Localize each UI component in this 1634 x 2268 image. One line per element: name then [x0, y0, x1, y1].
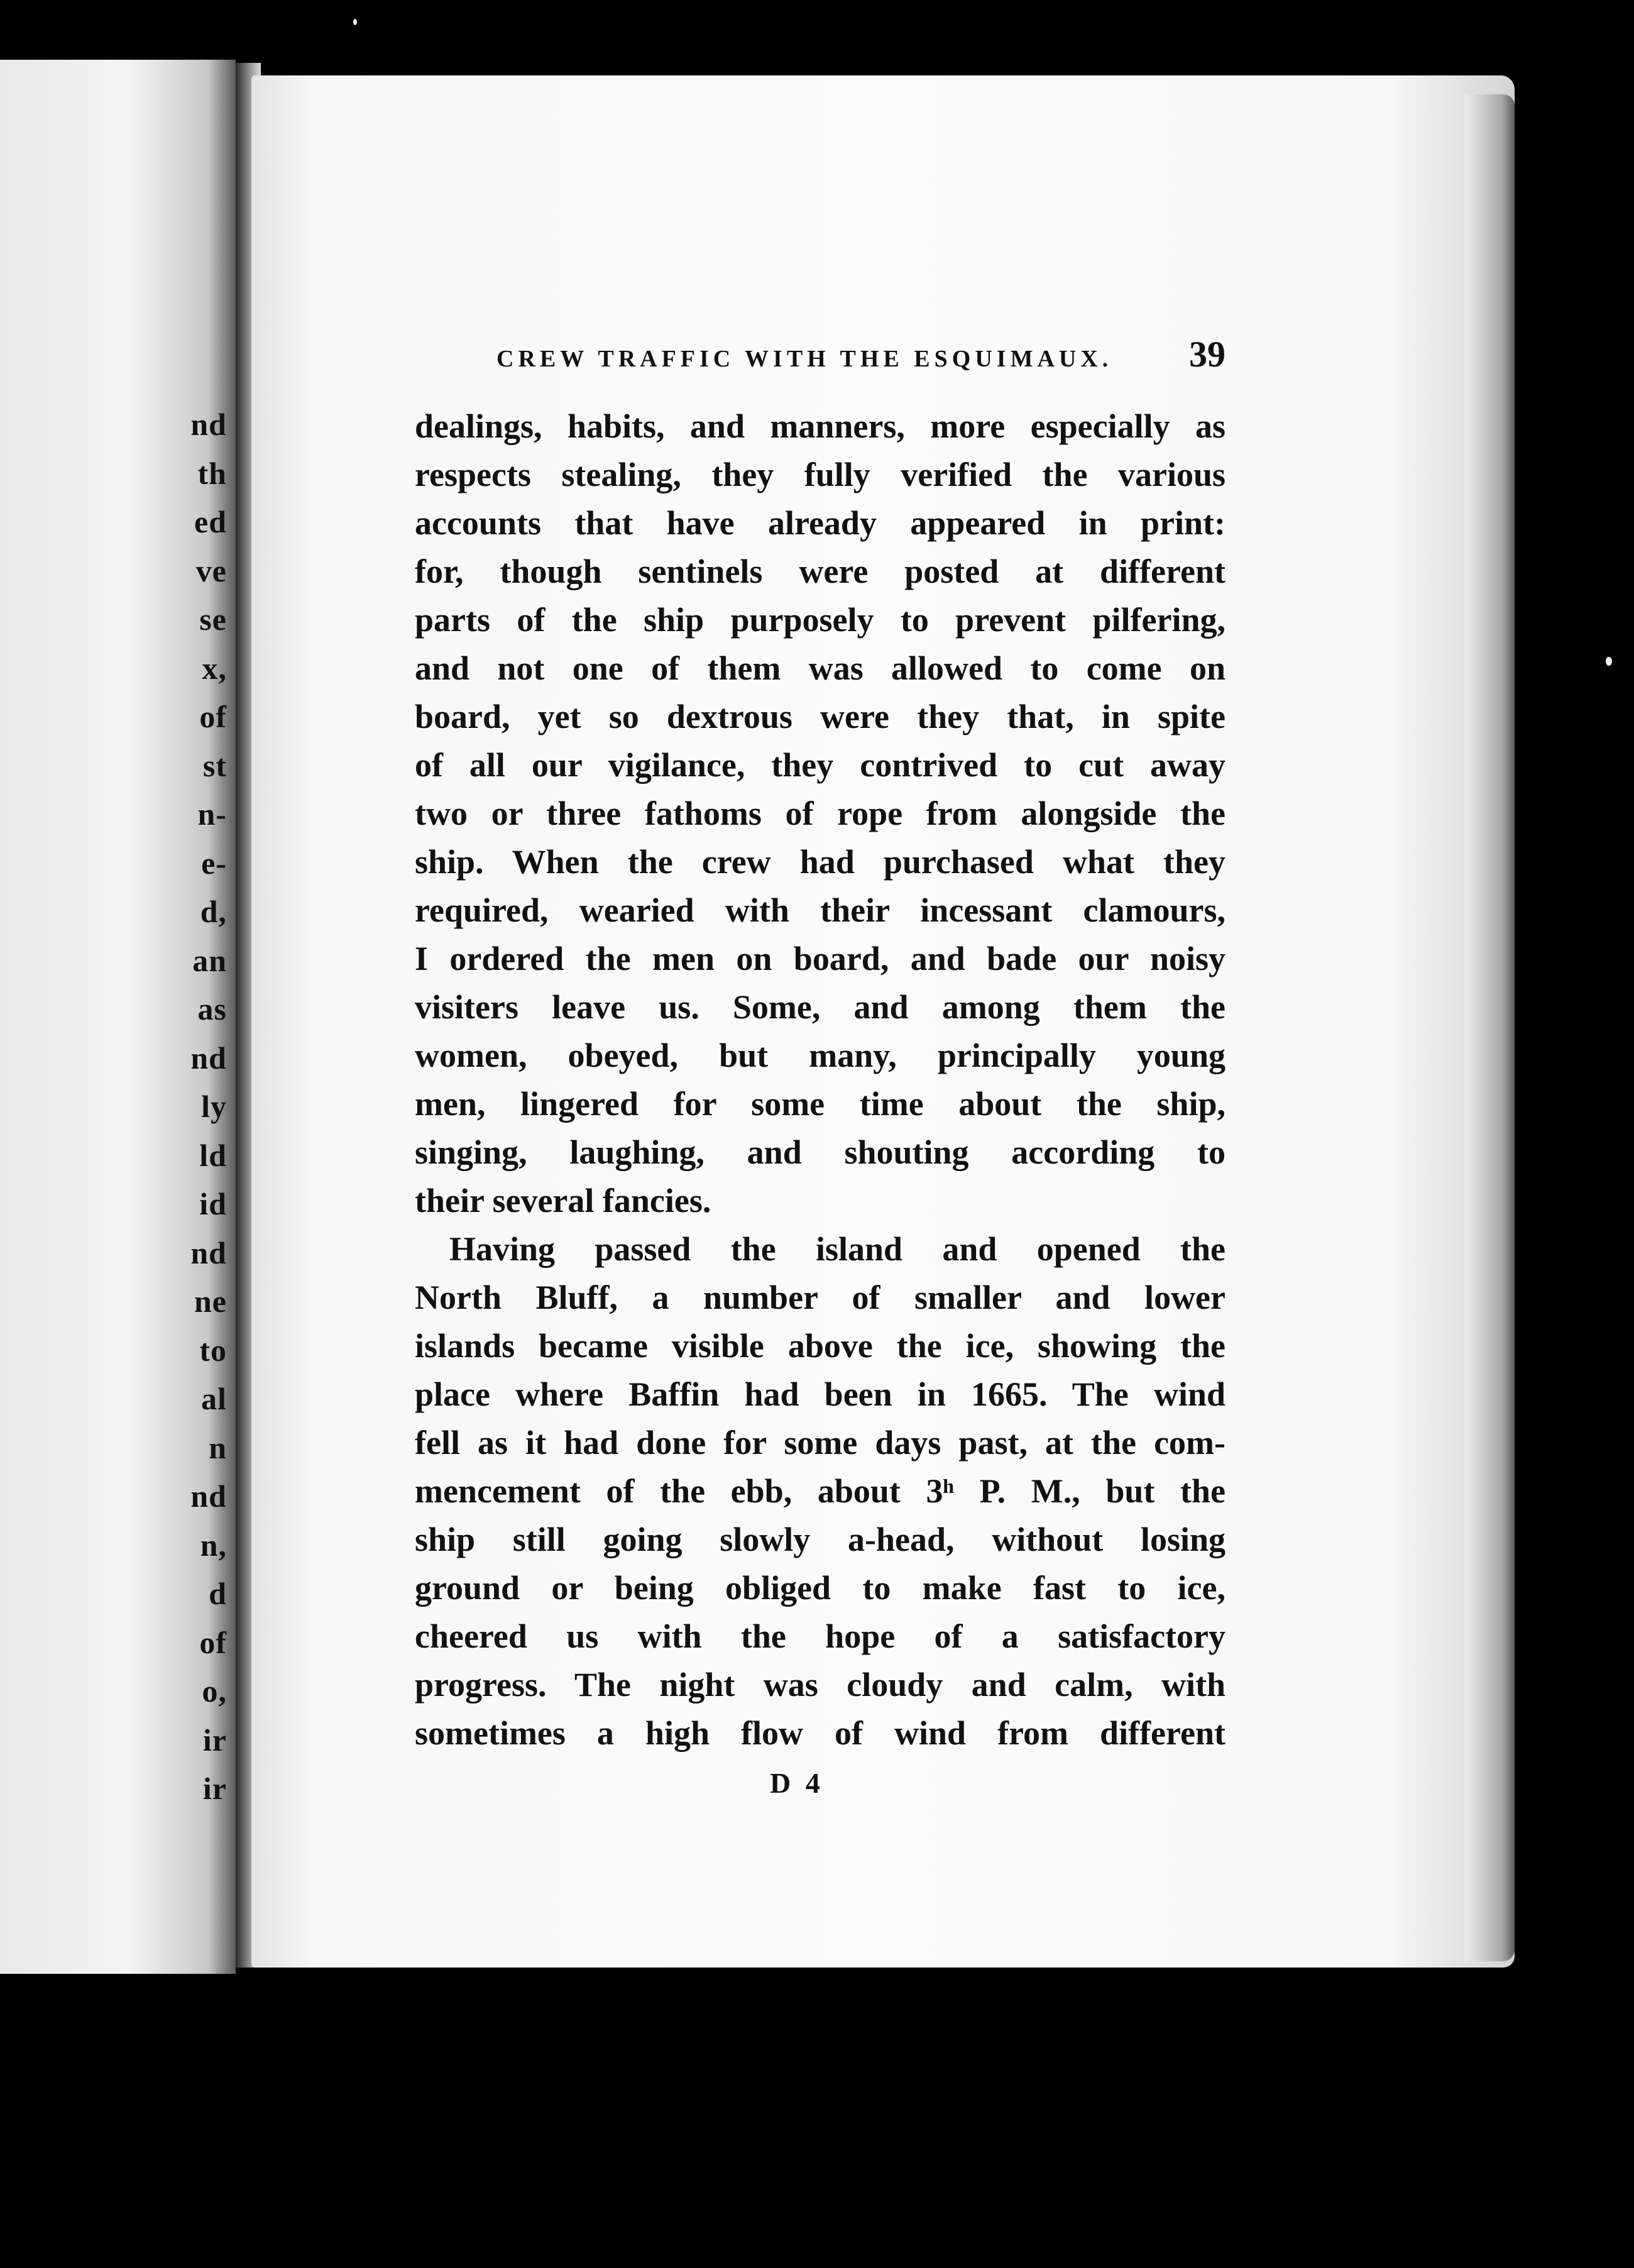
text-line: sometimes a high flow of wind from different: [415, 1714, 1226, 1752]
facing-page-line-ending: nd: [190, 1478, 227, 1514]
text-line: dealings, habits, and manners, more especially as: [415, 407, 1226, 445]
text-line: cheered us with the hope of a satisfactory: [415, 1617, 1226, 1655]
scan-speck: [353, 19, 357, 25]
text-line: I ordered the men on board, and bade our noisy: [415, 940, 1226, 977]
facing-page-line-ending: of: [199, 1624, 227, 1660]
page-number: 39: [1189, 334, 1226, 375]
text-line: Having passed the island and opened the: [449, 1230, 1226, 1268]
facing-page-line-ending: o,: [202, 1673, 227, 1709]
facing-page-line-ending: d,: [200, 894, 227, 929]
facing-page-line-ending: nd: [190, 1235, 227, 1270]
facing-page-line-ending: n-: [197, 796, 227, 832]
text-line: women, obeyed, but many, principally young: [415, 1037, 1226, 1074]
scan-speck: [1606, 657, 1612, 666]
text-line: men, lingered for some time about the ship,: [415, 1085, 1226, 1123]
facing-page-line-ending: ld: [199, 1137, 227, 1173]
text-line: ship. When the crew had purchased what they: [415, 843, 1226, 881]
text-line: board, yet so dextrous were they that, in spite: [415, 698, 1226, 735]
text-line: two or three fathoms of rope from alongside the: [415, 795, 1226, 832]
text-line: North Bluff, a number of smaller and lower: [415, 1279, 1226, 1316]
paragraph-1: [415, 402, 1226, 1225]
running-head-title: CREW TRAFFIC WITH THE ESQUIMAUX.: [496, 346, 1113, 372]
facing-page-line-ending: se: [199, 602, 227, 637]
facing-page-line-ending: e-: [201, 845, 227, 881]
text-line: islands became visible above the ice, showing the: [415, 1327, 1226, 1365]
page-edge-shadow: [1464, 94, 1515, 1961]
facing-page-line-ending: ve: [195, 553, 227, 588]
signature-mark: D 4: [770, 1767, 824, 1799]
facing-page-line-ending: nd: [190, 1040, 227, 1076]
text-line: ship still going slowly a-head, without losing: [415, 1521, 1226, 1558]
facing-page-line-ending: nd: [190, 407, 227, 442]
text-line: for, though sentinels were posted at different: [415, 553, 1226, 590]
facing-page-line-ending: ed: [194, 504, 227, 539]
facing-page-line-ending: d: [209, 1576, 227, 1611]
text-line: progress. The night was cloudy and calm, with: [415, 1666, 1226, 1704]
text-line: ground or being obliged to make fast to ice,: [415, 1569, 1226, 1607]
text-line: their several fancies.: [415, 1182, 711, 1219]
text-line: of all our vigilance, they contrived to cut away: [415, 746, 1226, 784]
facing-page-line-ending: n,: [200, 1527, 227, 1563]
text-line: visiters leave us. Some, and among them the: [415, 988, 1226, 1026]
text-line: respects stealing, they fully verified the various: [415, 456, 1226, 493]
facing-page-line-ending: to: [199, 1332, 227, 1368]
facing-page-line-ending: as: [197, 991, 227, 1027]
facing-page: [0, 60, 236, 1974]
facing-page-line-ending: ne: [194, 1284, 227, 1319]
facing-page-line-ending: ir: [202, 1771, 227, 1806]
facing-page-line-ending: st: [202, 747, 227, 783]
running-head: [496, 333, 1226, 378]
facing-page-line-ending: n: [209, 1429, 227, 1465]
text-line: mencement of the ebb, about 3ʰ P. M., but the: [415, 1472, 1226, 1510]
facing-page-line-ending: of: [199, 699, 227, 734]
facing-page-line-ending: id: [199, 1186, 227, 1221]
text-line: fell as it had done for some days past, at the com-: [415, 1424, 1226, 1462]
facing-page-line-ending: an: [192, 942, 227, 978]
facing-page-line-ending: ly: [201, 1089, 227, 1124]
facing-page-line-ending: x,: [202, 650, 227, 686]
text-line: required, wearied with their incessant clamours,: [415, 891, 1226, 929]
text-line: place where Baffin had been in 1665. The wind: [415, 1375, 1226, 1413]
body-text: [415, 402, 1226, 1758]
paragraph-2: [415, 1225, 1226, 1758]
text-line: accounts that have already appeared in print:: [415, 504, 1226, 542]
facing-page-line-ending: al: [201, 1381, 227, 1416]
text-line: singing, laughing, and shouting according to: [415, 1133, 1226, 1171]
facing-page-line-ending: ir: [202, 1722, 227, 1758]
text-line: parts of the ship purposely to prevent pilfering,: [415, 601, 1226, 639]
text-line: and not one of them was allowed to come on: [415, 649, 1226, 687]
facing-page-line-ending: th: [197, 455, 227, 491]
